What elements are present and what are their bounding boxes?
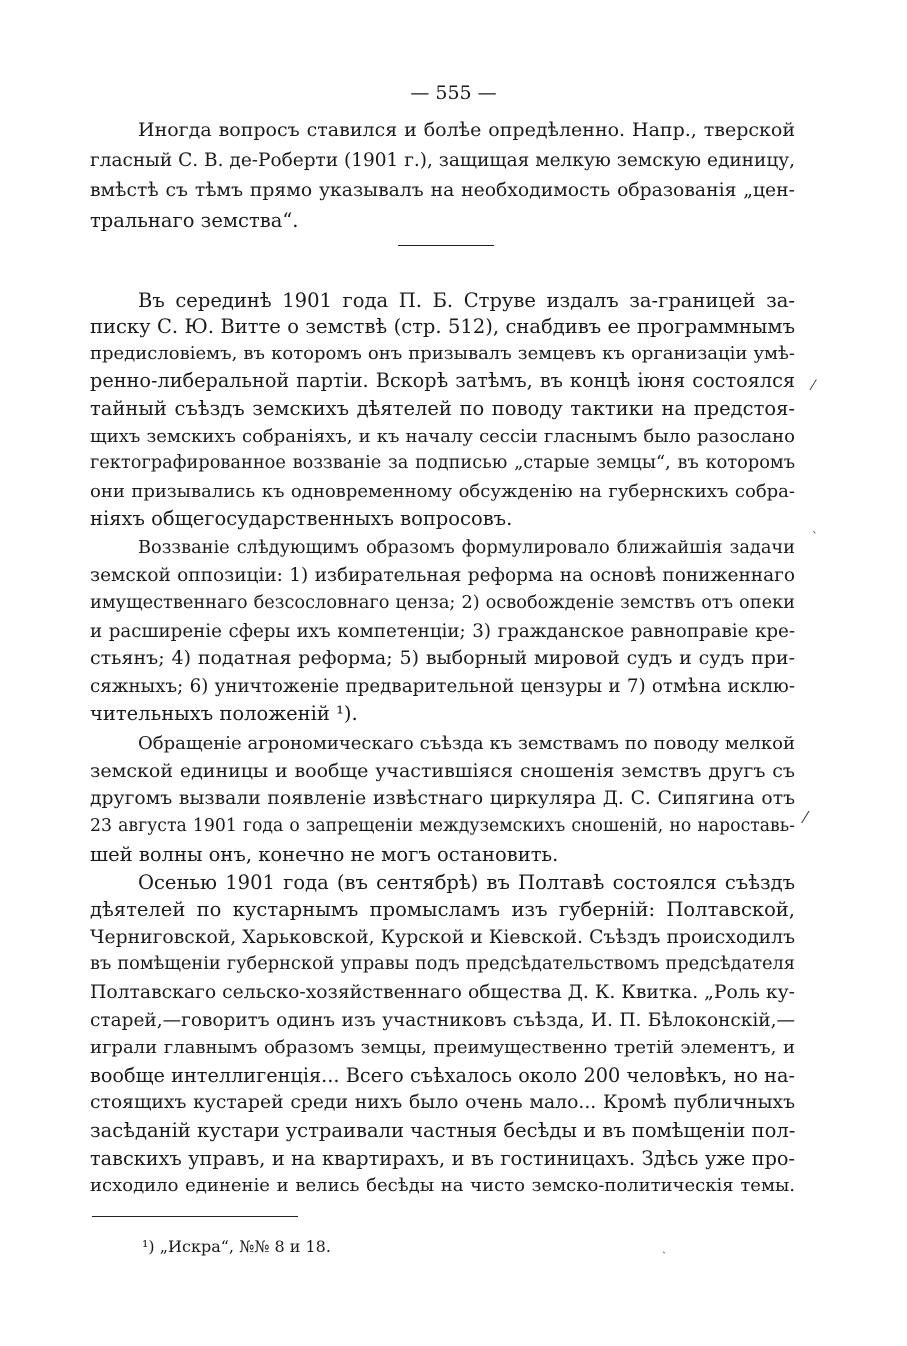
text-line: они призывались къ одновременному обсужденію на губернскихъ собра-	[90, 481, 795, 502]
text-line: ренно-либеральной партіи. Вскорѣ затѣмъ, въ концѣ іюня состоялся	[90, 369, 795, 392]
text-line: засѣданій кустари устраивали частныя бесѣды и въ помѣщеніи пол-	[90, 1119, 796, 1142]
text-line: гектографированное воззваніе за подписью „старые земцы“, въ которомъ	[90, 453, 795, 473]
text-line: гласный С. В. де-Роберти (1901 г.), защищая мелкую земскую единицу,	[90, 150, 795, 171]
text-line: Иногда вопросъ ставился и болѣе опредѣленно. Напр., тверской	[138, 119, 795, 141]
text-line: земской оппозиціи: 1) избирательная реформа на основѣ пониженнаго	[90, 565, 795, 586]
footnote-divider	[92, 1216, 298, 1217]
text-line: Полтавскаго сельско-хозяйственнаго общества Д. К. Квитка. „Роль ку-	[90, 982, 795, 1003]
text-line: въ помѣщеніи губернской управы подъ предсѣдательствомъ предсѣдателя	[90, 954, 795, 974]
text-line: и расширеніе сферы ихъ компетенціи; 3) гражданское равноправіе кре-	[90, 621, 795, 642]
text-line: земской единицы и вообще участившіяся сношенія земствъ другъ съ	[90, 760, 795, 782]
text-line: стоящихъ кустарей среди нихъ было очень мало... Кромѣ публичныхъ	[90, 1092, 795, 1113]
margin-mark: ⁄	[812, 378, 815, 394]
text-line: вообще интеллигенція... Всего съѣхалось около 200 человѣкъ, но на-	[90, 1064, 795, 1087]
margin-mark: ⁄	[804, 808, 807, 827]
page-number: — 555 —	[410, 82, 497, 104]
text-line: 23 августа 1901 года о запрещеніи междуземскихъ сношеній, но нароставь-	[90, 816, 795, 836]
text-line: чительныхъ положеній ¹).	[90, 702, 358, 725]
text-line: играли главнымъ образомъ земцы, преимущественно третій элементъ, и	[90, 1037, 795, 1058]
text-line: тавскихъ управъ, и на квартирахъ, и въ гостиницахъ. Здѣсь уже про-	[90, 1147, 795, 1170]
text-line: предисловіемъ, въ которомъ онъ призывалъ земцевъ къ организаціи умѣ-	[90, 343, 795, 364]
text-line: Обращеніе агрономическаго съѣзда къ земствамъ по поводу мелкой	[138, 733, 795, 754]
text-line: старей,—говоритъ одинъ изъ участниковъ съѣзда, И. П. Бѣлоконскій,—	[90, 1010, 795, 1031]
section-divider	[398, 245, 494, 246]
text-line: имущественнаго безсословнаго ценза; 2) освобожденіе земствъ отъ опеки	[90, 593, 795, 613]
text-line: ніяхъ общегосударственныхъ вопросовъ.	[90, 507, 513, 530]
text-line: писку С. Ю. Витте о земствѣ (стр. 512), снабдивъ ее программнымъ	[90, 315, 795, 338]
text-line: тайный съѣздъ земскихъ дѣятелей по поводу тактики на предстоя-	[90, 397, 795, 420]
text-line: шей волны онъ, конечно не могъ остановить.	[90, 843, 559, 866]
text-line: вмѣстѣ съ тѣмъ прямо указывалъ на необходимость образованія „цен-	[90, 180, 795, 201]
footnote: ¹) „Искра“, №№ 8 и 18.	[142, 1237, 331, 1256]
text-line: Въ серединѣ 1901 года П. Б. Струве издалъ за-границей за-	[138, 289, 795, 312]
text-line: дѣятелей по кустарнымъ промысламъ изъ губерній: Полтавской,	[90, 898, 795, 921]
text-line: щихъ земскихъ собраніяхъ, и къ началу сессіи гласнымъ было разослано	[90, 426, 795, 447]
text-line: стьянъ; 4) податная реформа; 5) выборный мировой судъ и судъ при-	[90, 647, 795, 669]
text-line: Осенью 1901 года (въ сентябрѣ) въ Полтавѣ состоялся съѣздъ	[138, 871, 795, 894]
margin-mark: ˋ	[812, 530, 818, 544]
text-line: тральнаго земства“.	[90, 209, 299, 232]
margin-mark: ˏ	[662, 1240, 666, 1254]
text-line: исходило единеніе и велись бесѣды на чисто земско-политическія темы.	[90, 1175, 795, 1196]
text-line: сяжныхъ; 6) уничтоженіе предварительной цензуры и 7) отмѣна исклю-	[90, 676, 795, 697]
text-line: другомъ вызвали появленіе извѣстнаго циркуляра Д. С. Сипягина отъ	[90, 788, 795, 809]
text-line: Воззваніе слѣдующимъ образомъ формулировало ближайшія задачи	[138, 538, 795, 558]
text-line: Черниговской, Харьковской, Курской и Кіевской. Съѣздъ происходилъ	[90, 927, 795, 948]
